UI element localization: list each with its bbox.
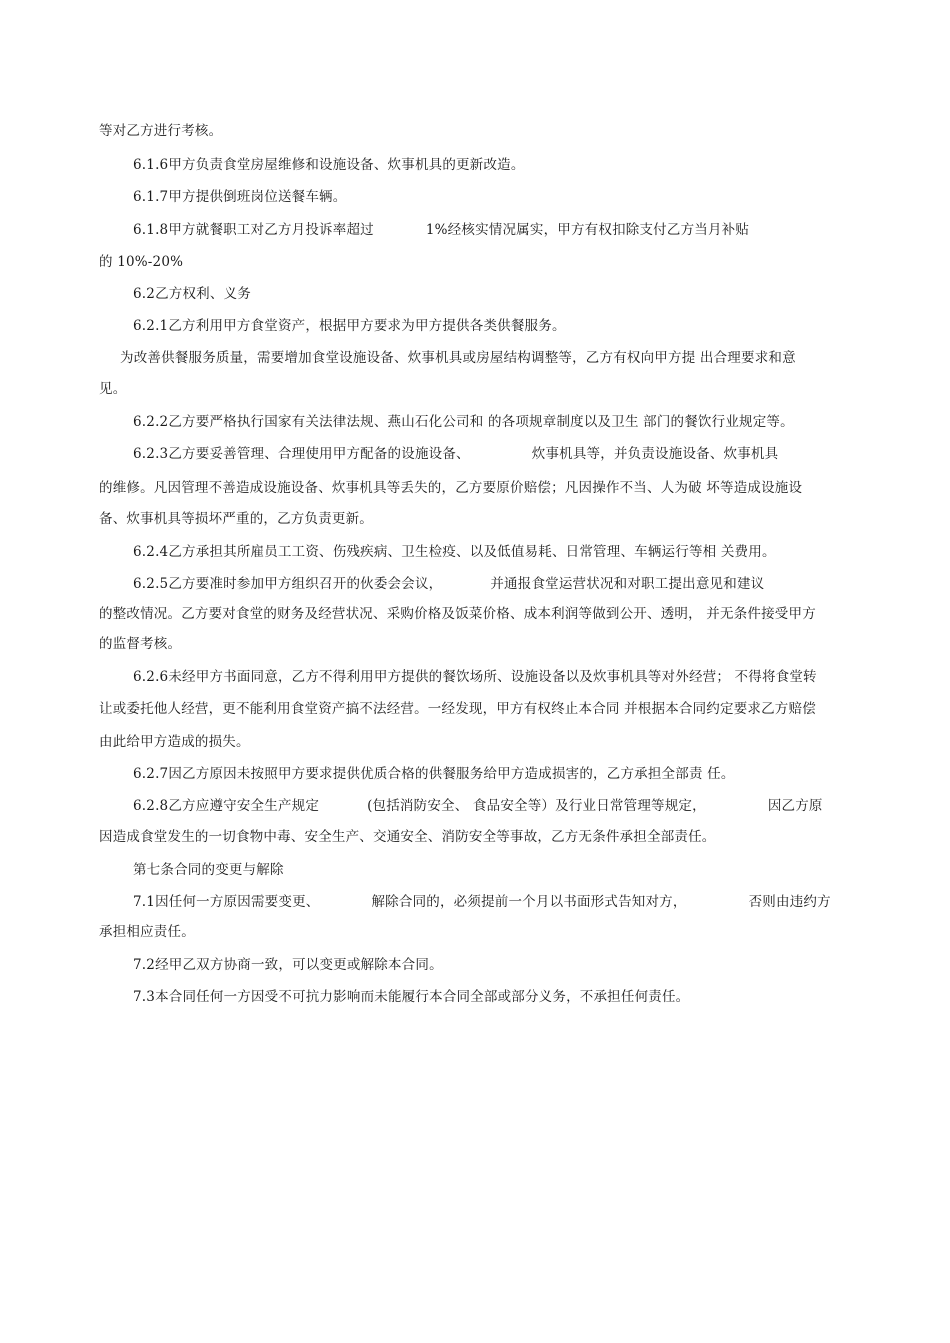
clause-6-2-8 [133,797,823,815]
text-line: 见。 [99,381,127,397]
article-7-heading: 第七条合同的变更与解除 [133,862,284,878]
clause-6-1-6: 6.1.6甲方负责食堂房屋维修和设施设备、炊事机具的更新改造。 [133,157,525,173]
clause-6-2-3-part-1: 6.2.3乙方要妥善管理、合理使用甲方配备的设施设备、 [133,446,470,462]
clause-6-2-3 [133,445,778,463]
clause-6-2-6: 6.2.6未经甲方书面同意，乙方不得利用甲方提供的餐饮场所、设施设备以及炊事机具等对外经营； 不得将食堂转 [133,669,817,685]
text-line: 的整改情况。乙方要对食堂的财务及经营状况、采购价格及饭菜价格、成本利润等做到公开、透明， 并无条件接受甲方 [99,606,816,622]
clause-6-1-8-part-2: 1%经核实情况属实，甲方有权扣除支付乙方当月补贴 [425,222,750,238]
clause-7-2: 7.2经甲乙双方协商一致，可以变更或解除本合同。 [133,957,443,973]
text-line: 等对乙方进行考核。 [99,123,223,139]
clause-7-3: 7.3本合同任何一方因受不可抗力影响而未能履行本合同全部或部分义务，不承担任何责任。 [133,989,690,1005]
text-line: 备、炊事机具等损坏严重的，乙方负责更新。 [99,511,373,527]
text-line: 承担相应责任。 [99,924,195,940]
clause-6-1-8-part-1: 6.1.8甲方就餐职工对乙方月投诉率超过 [133,222,374,238]
clause-6-2-8-part-3: 因乙方原 [767,798,823,814]
text-line: 由此给甲方造成的损失。 [99,734,250,750]
text-line: 为改善供餐服务质量，需要增加食堂设施设备、炊事机具或房屋结构调整等，乙方有权向甲方提 出合理要求和意 [120,350,796,366]
clause-7-1-part-2: 解除合同的，必须提前一个月以书面形式告知对方， [371,894,687,910]
clause-6-2-8-part-2: (包括消防安全、 食品安全等）及行业日常管理等规定， [367,798,706,814]
text-line: 的维修。凡因管理不善造成设施设备、炊事机具等丢失的，乙方要原价赔偿；凡因操作不当、人为破 坏等造成设施设 [99,480,803,496]
clause-6-2-2: 6.2.2乙方要严格执行国家有关法律法规、燕山石化公司和 的各项规章制度以及卫生 部门的餐饮行业规定等。 [133,414,794,430]
clause-7-1-part-1: 7.1因任何一方原因需要变更、 [133,894,320,910]
clause-6-2-5 [133,575,764,593]
clause-6-2-4: 6.2.4乙方承担其所雇员工工资、伤残疾病、卫生检疫、以及低值易耗、日常管理、车辆运行等相 关费用。 [133,544,776,560]
clause-6-1-8 [133,221,749,239]
text-line: 让或委托他人经营，更不能利用食堂资产搞不法经营。一经发现，甲方有权终止本合同 并根据本合同约定要求乙方赔偿 [99,701,816,717]
clause-7-1 [133,893,831,911]
text-line: 的 10%-20% [99,254,184,270]
text-line: 的监督考核。 [99,636,182,652]
text-line: 因造成食堂发生的一切食物中毒、安全生产、交通安全、消防安全等事故，乙方无条件承担全部责任。 [99,829,716,845]
clause-6-2-5-part-1: 6.2.5乙方要准时参加甲方组织召开的伙委会会议， [133,576,443,592]
clause-6-1-7: 6.1.7甲方提供倒班岗位送餐车辆。 [133,189,347,205]
clause-6-2-5-part-2: 并通报食堂运营状况和对职工提出意见和建议 [490,576,765,592]
section-6-2-heading: 6.2乙方权利、义务 [133,286,251,302]
clause-6-2-3-part-2: 炊事机具等，并负责设施设备、炊事机具 [531,446,779,462]
clause-6-2-7: 6.2.7因乙方原因未按照甲方要求提供优质合格的供餐服务给甲方造成损害的，乙方承担全部责 任。 [133,766,735,782]
clause-7-1-part-3: 否则由违约方 [748,894,831,910]
clause-6-2-8-part-1: 6.2.8乙方应遵守安全生产规定 [133,798,320,814]
clause-6-2-1: 6.2.1乙方利用甲方食堂资产，根据甲方要求为甲方提供各类供餐服务。 [133,318,566,334]
